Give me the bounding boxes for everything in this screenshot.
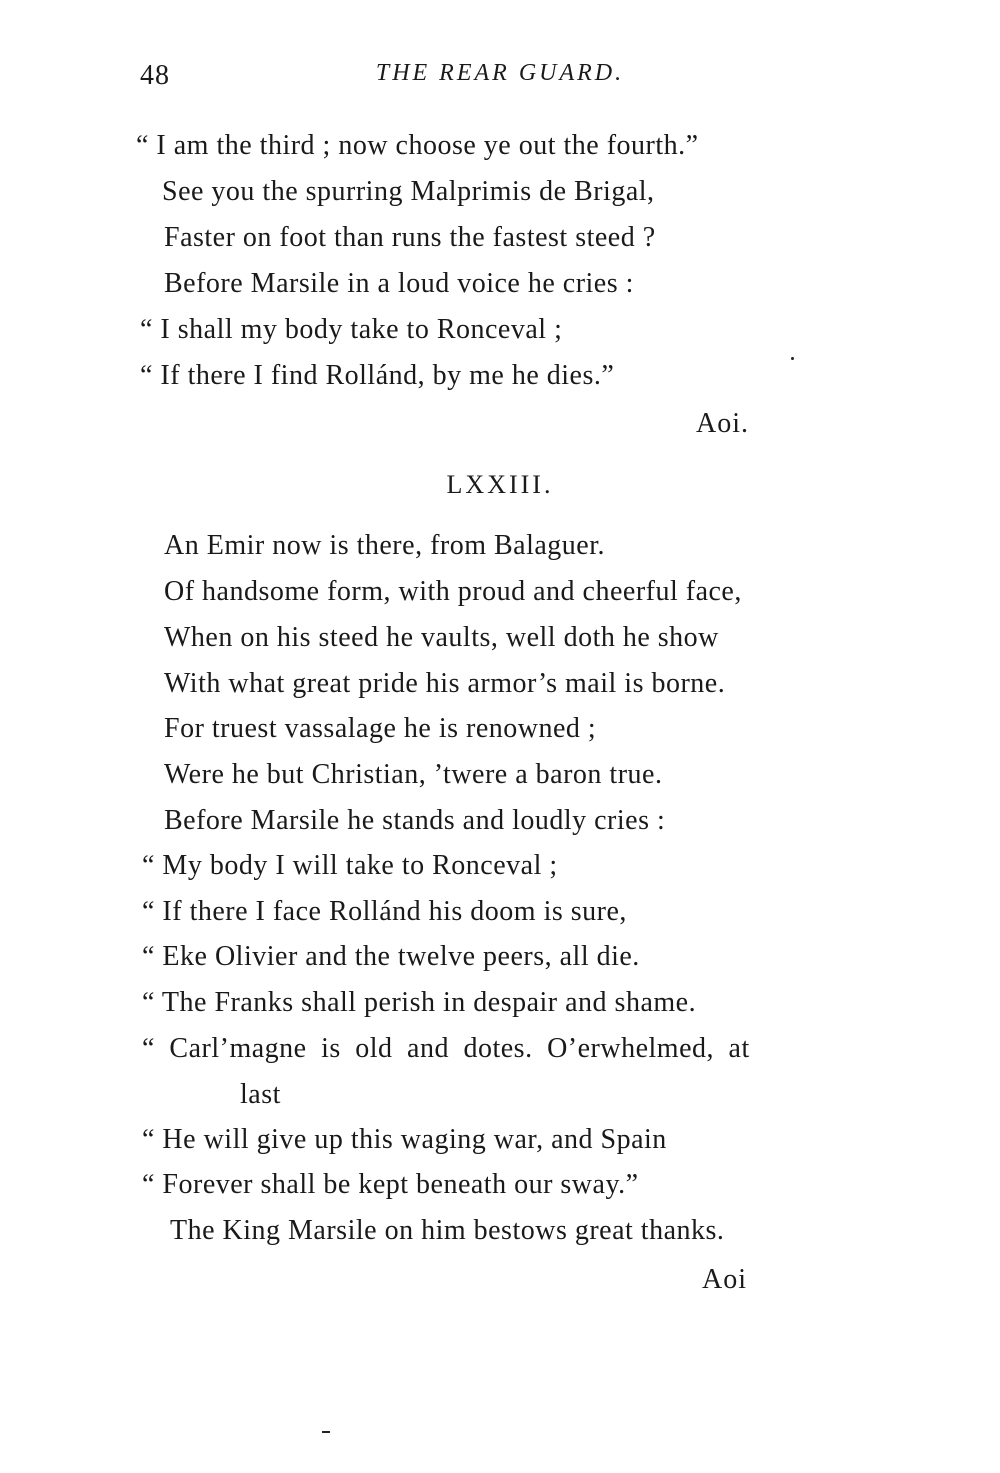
- refrain-aoi: Aoi.: [696, 408, 749, 439]
- section-heading: LXXIII.: [446, 470, 554, 499]
- scan-speck: [791, 357, 794, 360]
- verse-line: Before Marsile in a loud voice he cries :: [164, 268, 634, 299]
- verse-line: “ He will give up this waging war, and Spain: [142, 1124, 667, 1155]
- verse-line: “ The Franks shall perish in despair and shame.: [142, 987, 697, 1018]
- verse-line-continuation: last: [240, 1079, 281, 1110]
- scan-speck: [322, 1431, 330, 1433]
- verse-line: For truest vassalage he is renowned ;: [164, 713, 597, 744]
- page-number: 48: [140, 60, 170, 91]
- verse-line: “ Carl’magne is old and dotes. O’erwhelmed, at: [142, 1033, 750, 1064]
- verse-line: See you the spurring Malprimis de Brigal,: [162, 176, 655, 207]
- refrain-aoi: Aoi: [702, 1264, 747, 1295]
- verse-line: “ Eke Olivier and the twelve peers, all die.: [142, 941, 640, 972]
- verse-line: An Emir now is there, from Balaguer.: [164, 530, 606, 561]
- verse-line: Were he but Christian, ’twere a baron true.: [164, 759, 663, 790]
- verse-line: “ Forever shall be kept beneath our sway.”: [142, 1169, 639, 1200]
- verse-line: “ I am the third ; now choose ye out the fourth.”: [136, 130, 699, 161]
- running-head: THE REAR GUARD.: [375, 60, 625, 86]
- verse-line: “ My body I will take to Ronceval ;: [142, 850, 558, 881]
- verse-line: With what great pride his armor’s mail is borne.: [164, 668, 726, 699]
- verse-line: Faster on foot than runs the fastest steed ?: [164, 222, 656, 253]
- verse-line: “ If there I face Rollánd his doom is sure,: [142, 896, 627, 927]
- verse-line: Of handsome form, with proud and cheerful face,: [164, 576, 742, 607]
- verse-line: “ If there I find Rollánd, by me he dies.”: [140, 360, 615, 391]
- verse-line: “ I shall my body take to Ronceval ;: [140, 314, 563, 345]
- verse-line: When on his steed he vaults, well doth he show: [164, 622, 719, 653]
- verse-line: The King Marsile on him bestows great thanks.: [170, 1215, 725, 1246]
- verse-line: Before Marsile he stands and loudly cries :: [164, 805, 666, 836]
